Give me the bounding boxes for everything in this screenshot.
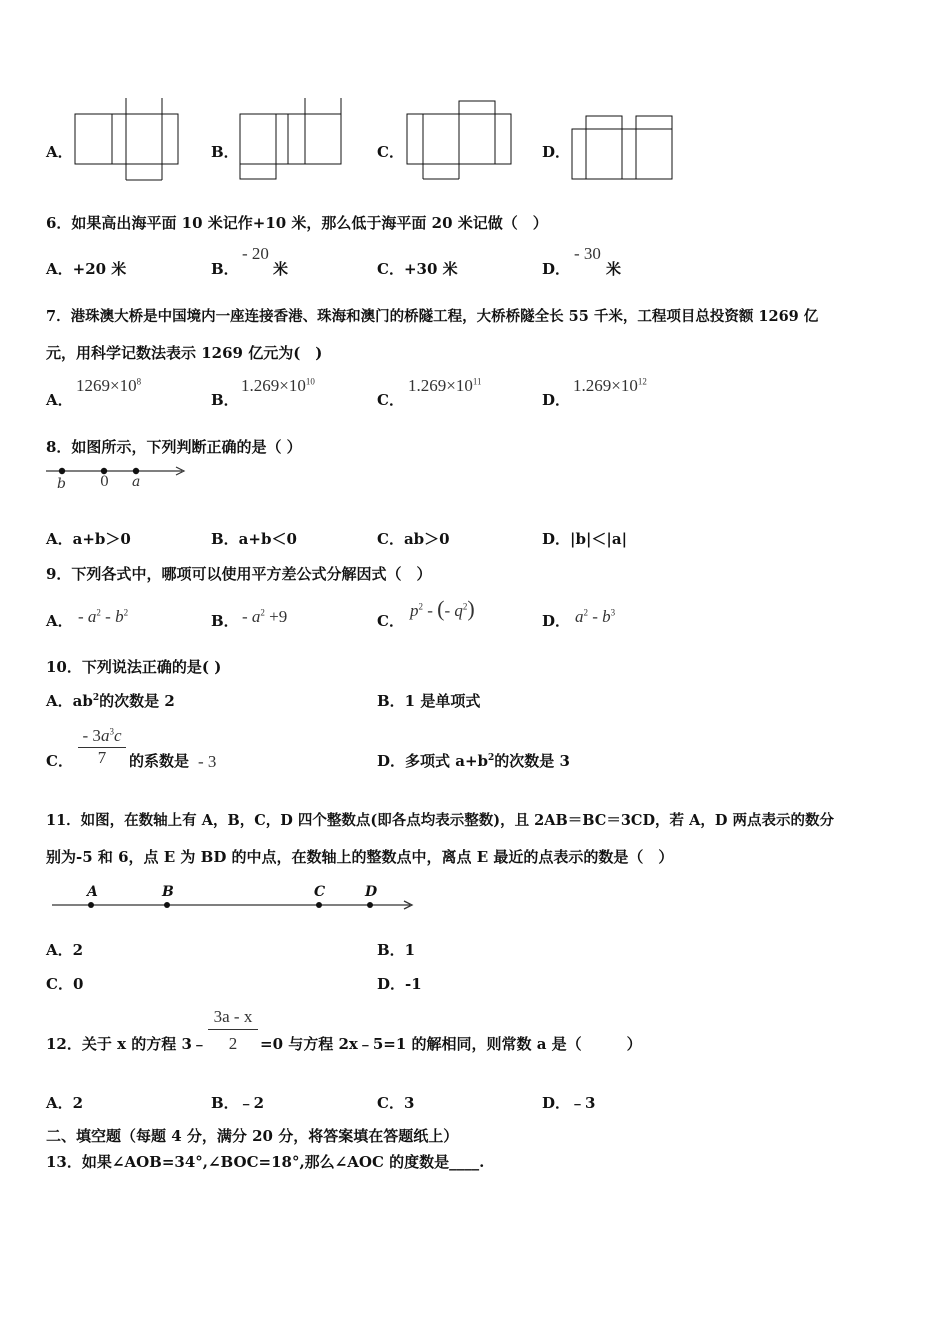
q5-option-c-net-figure bbox=[403, 98, 515, 182]
q7-stem-line2: 元，用科学记数法表示 1269 亿元为( ) bbox=[46, 344, 323, 362]
q8-number-line bbox=[44, 462, 194, 496]
q13-stem: 13．如果∠AOB=34°,∠BOC=18°,那么∠AOC 的度数是____. bbox=[46, 1153, 485, 1171]
q11-axis-label-a: A bbox=[87, 884, 98, 900]
q11-axis-label-c: C bbox=[314, 884, 326, 900]
q11-stem-line1: 11．如图，在数轴上有 A，B，C，D 四个整数点(即各点均表示整数)，且 2AB＝BC＝3CD，若 A，D 两点表示的数分 bbox=[46, 812, 834, 829]
q6-option-a: A．+20 米 bbox=[46, 260, 127, 278]
q10-stem: 10．下列说法正确的是( ) bbox=[46, 658, 222, 676]
q5-option-d-net-figure bbox=[568, 112, 678, 184]
q12-stem-pre: 12．关于 x 的方程 3﹣ bbox=[46, 1035, 207, 1053]
q11-point-a bbox=[88, 902, 94, 908]
q5-option-a-label: A． bbox=[46, 143, 73, 161]
q9-option-c-label: C． bbox=[377, 612, 404, 630]
q7-option-c-math: $1.269\times 10^{11}$ bbox=[408, 376, 482, 395]
q11-option-c: C．0 bbox=[46, 975, 84, 993]
q10-option-c-text: 的系数是 bbox=[129, 752, 190, 770]
q5-option-c-label: C． bbox=[377, 143, 404, 161]
q8-option-c: C．ab＞0 bbox=[377, 530, 450, 548]
section-2-title: 二、填空题（每题 4 分，满分 20 分，将答案填在答题纸上） bbox=[46, 1127, 459, 1145]
q10-option-d: D．多项式 $a+b^2$的次数是 3 bbox=[377, 752, 570, 770]
q8-option-d: D．|b|＜|a| bbox=[542, 530, 628, 548]
q12-option-d: D．﹣3 bbox=[542, 1094, 596, 1112]
q8-option-a: A．a+b＞0 bbox=[46, 530, 131, 548]
q9-stem: 9．下列各式中，哪项可以使用平方差公式分解因式（ ） bbox=[46, 565, 432, 583]
q11-point-d bbox=[367, 902, 373, 908]
q6-option-b-unit: 米 bbox=[273, 260, 289, 278]
q9-option-c-math: $p^2$ - (- $q^2$) bbox=[410, 596, 475, 621]
q5-option-d-label: D． bbox=[542, 143, 571, 161]
q11-option-d: D．-1 bbox=[377, 975, 422, 993]
q12-stem-post: =0 与方程 2x﹣5=1 的解相同，则常数 a 是（ ） bbox=[260, 1035, 642, 1053]
q12-option-c: C．3 bbox=[377, 1094, 415, 1112]
q7-stem-line1: 7．港珠澳大桥是中国境内一座连接香港、珠海和澳门的桥隧工程，大桥桥隧全长 55 千米，工程项目总投资额 1269 亿 bbox=[46, 308, 819, 325]
q9-option-a-math: - $a^2 - b^2$ bbox=[78, 607, 129, 626]
q9-option-b-label: B． bbox=[211, 612, 239, 630]
q6-option-d-unit: 米 bbox=[606, 260, 622, 278]
q10-option-b: B．1 是单项式 bbox=[377, 692, 481, 710]
q6-option-b-math: - 20 bbox=[242, 244, 269, 263]
q5-option-b-net-figure bbox=[236, 98, 348, 182]
q8-stem: 8．如图所示，下列判断正确的是（ ） bbox=[46, 438, 302, 456]
q8-axis-label-0: 0 bbox=[100, 474, 109, 490]
q6-option-b-label: B． bbox=[211, 260, 239, 278]
q11-stem-line2: 别为-5 和 6，点 E 为 BD 的中点，在数轴上的整数点中，离点 E 最近的点表示的数是（ ） bbox=[46, 848, 674, 866]
q6-stem: 6．如果高出海平面 10 米记作+10 米，那么低于海平面 20 米记做（ ） bbox=[46, 214, 548, 232]
q6-option-c: C．+30 米 bbox=[377, 260, 458, 278]
q11-axis-label-d: D bbox=[365, 884, 378, 900]
q8-option-b: B．a+b＜0 bbox=[211, 530, 297, 548]
q6-option-d-label: D． bbox=[542, 260, 571, 278]
q11-point-c bbox=[316, 902, 322, 908]
q11-option-a: A．2 bbox=[46, 941, 84, 959]
q7-option-d-math: $1.269\times 10^{12}$ bbox=[573, 376, 647, 395]
q10-option-c-label: C． bbox=[46, 752, 73, 770]
q7-option-a-label: A． bbox=[46, 391, 73, 409]
q8-point-b bbox=[59, 468, 65, 474]
q7-option-b-label: B． bbox=[211, 391, 239, 409]
q8-axis-label-b: b bbox=[57, 476, 66, 492]
q11-point-b bbox=[164, 902, 170, 908]
q10-option-c-value: - 3 bbox=[198, 752, 217, 771]
q9-option-a-label: A． bbox=[46, 612, 73, 630]
q9-option-b-math: - $a^2 +9$ bbox=[242, 607, 288, 626]
q6-option-d-math: - 30 bbox=[574, 244, 601, 263]
q10-option-a: A．$ab^2$的次数是 2 bbox=[46, 692, 175, 710]
q12-fraction: 3a - x 2 bbox=[208, 1007, 258, 1054]
q9-option-d-label: D． bbox=[542, 612, 571, 630]
q5-option-b-label: B． bbox=[211, 143, 239, 161]
q11-axis-label-b: B bbox=[162, 884, 174, 900]
q7-option-c-label: C． bbox=[377, 391, 404, 409]
q5-option-a-net-figure bbox=[70, 98, 182, 182]
q10-option-c-fraction: - $3a^3c$ 7 bbox=[78, 726, 126, 768]
q12-option-b: B．﹣2 bbox=[211, 1094, 265, 1112]
q7-option-a-math: $1269\times 10^8$ bbox=[76, 376, 142, 395]
q11-option-b: B．1 bbox=[377, 941, 416, 959]
q12-option-a: A．2 bbox=[46, 1094, 84, 1112]
q8-axis-label-a: a bbox=[132, 474, 141, 490]
q9-option-d-math: $a^2 - b^3$ bbox=[575, 607, 616, 626]
q7-option-b-math: $1.269\times 10^{10}$ bbox=[241, 376, 315, 395]
q7-option-d-label: D． bbox=[542, 391, 571, 409]
